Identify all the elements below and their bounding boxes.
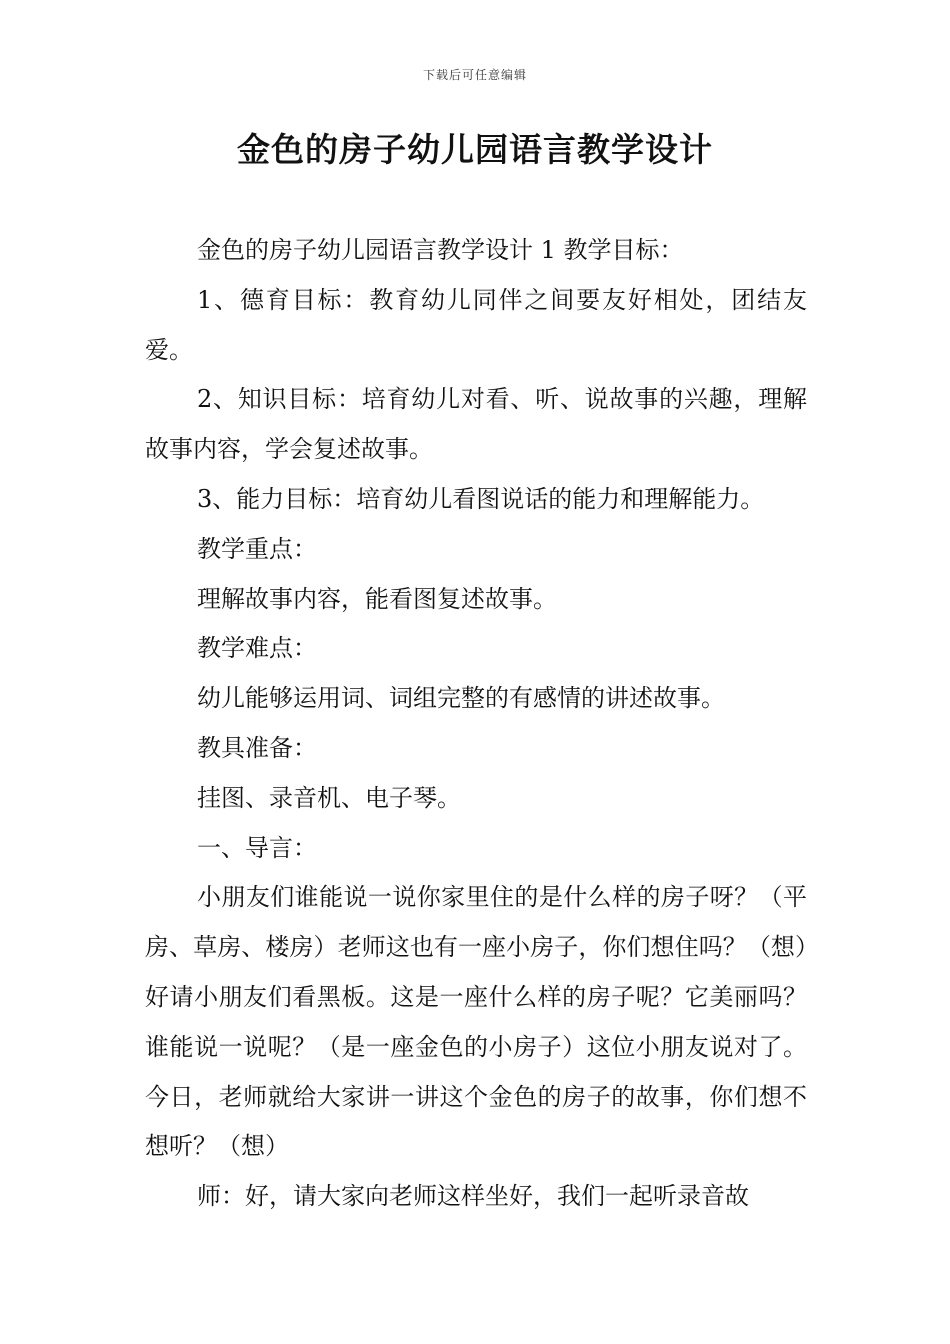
page-title: 金色的房子幼儿园语言教学设计: [237, 130, 713, 169]
document-body: [145, 226, 807, 1222]
paragraph-intro: 金色的房子幼儿园语言教学设计 1 教学目标：: [197, 236, 684, 264]
paragraph-key-points: 理解故事内容，能看图复述故事。: [197, 584, 557, 613]
heading-materials: 教具准备：: [197, 733, 317, 762]
heading-introduction: 一、导言：: [197, 833, 317, 862]
heading-key-points: 教学重点：: [197, 534, 317, 563]
paragraph-introduction: 小朋友们谁能说一说你家里住的是什么样的房子呀？（平房、草房、楼房）老师这也有一座小房子，你们想住吗？（想）好请小朋友们看黑板。这是一座什么样的房子呢？它美丽吗？谁能说一说呢？（是一座金色的小房子）这位小朋友说对了。今日，老师就给大家讲一讲这个金色的房子的故事，你们想不想听？（想）: [145, 883, 807, 1161]
paragraph-knowledge-goal: 2、知识目标：培育幼儿对看、听、说故事的兴趣，理解故事内容，学会复述故事。: [145, 385, 807, 464]
paragraph-moral-goal: 1、德育目标：教育幼儿同伴之间要友好相处，团结友爱。: [145, 285, 807, 364]
paragraph-teacher: 师：好，请大家向老师这样坐好，我们一起听录音故: [197, 1182, 749, 1211]
header-note: 下载后可任意编辑: [422, 68, 527, 82]
heading-difficulties: 教学难点：: [197, 634, 317, 663]
paragraph-ability-goal: 3、能力目标：培育幼儿看图说话的能力和理解能力。: [197, 484, 765, 513]
paragraph-difficulties: 幼儿能够运用词、词组完整的有感情的讲述故事。: [197, 684, 725, 713]
paragraph-materials: 挂图、录音机、电子琴。: [197, 783, 461, 812]
